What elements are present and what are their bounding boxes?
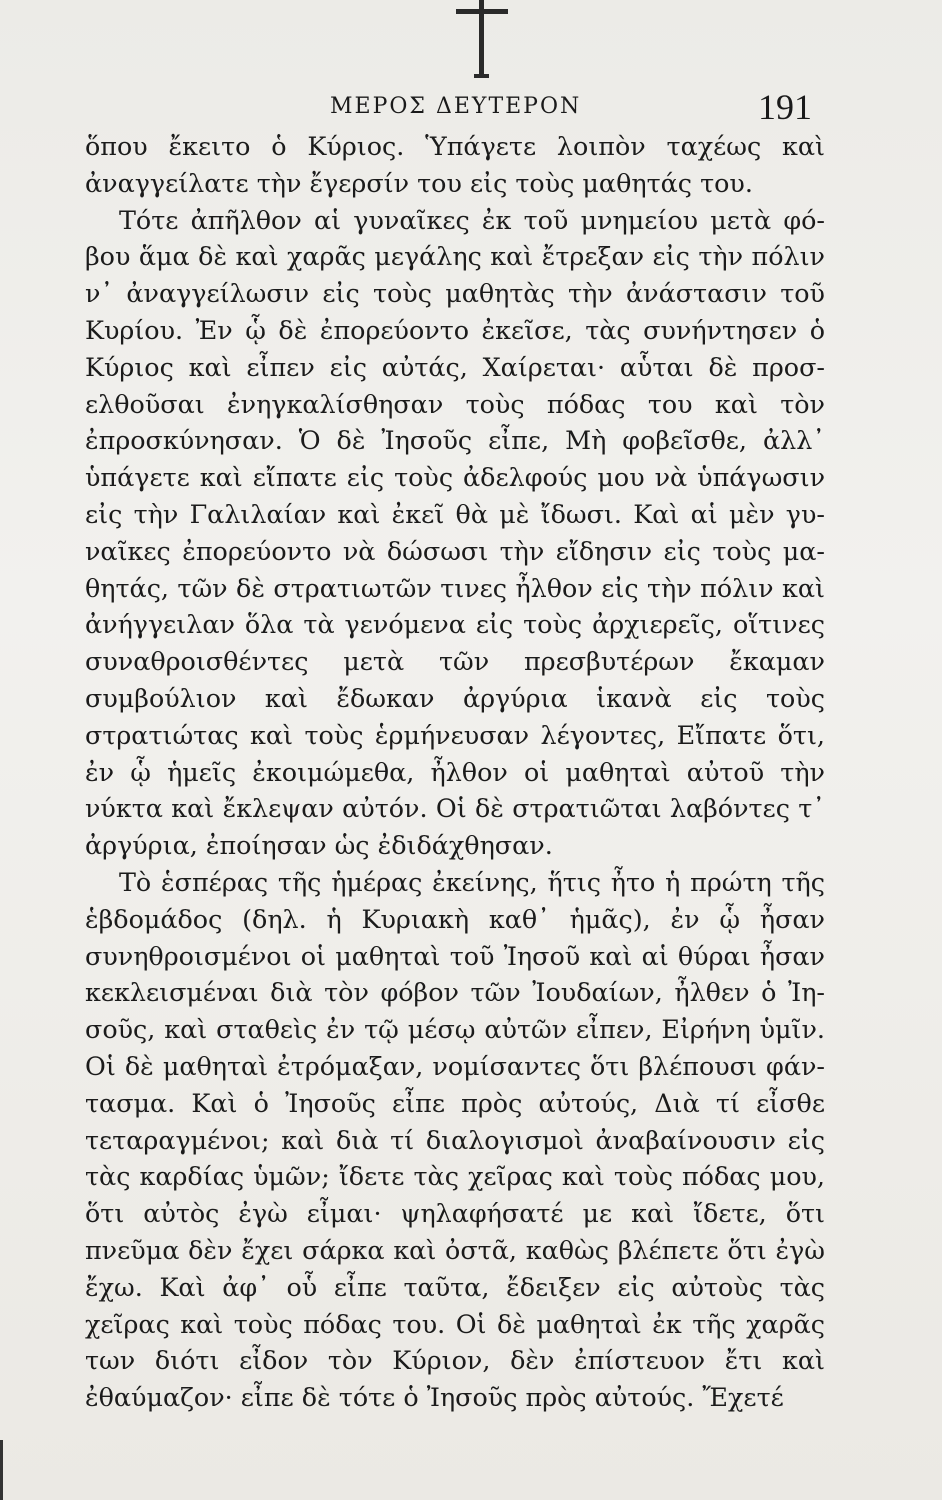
paragraph: Τότε ἀπῆλθον αἱ γυναῖκες ἐκ τοῦ μνημείου μετὰ φόβου ἅμα δὲ καὶ χαρᾶς μεγάλης καὶ ἔτρεξαν εἰς τὴν πόλιν ν᾽ ἀναγγείλωσιν εἰς τοὺς μαθητὰς τὴν ἀνάστασιν τοῦ Κυρίου. Ἐν ᾧ δὲ ἐπορεύοντο ἐκεῖσε, τὰς συνήντησεν ὁ Κύριος καὶ εἶπεν εἰς αὐτάς, Χαίρεται· αὗται δὲ προσελθοῦσαι ἐνηγκαλίσθησαν τοὺς πόδας του καὶ τὸν ἐπροσκύνησαν. Ὁ δὲ Ἰησοῦς εἶπε, Μὴ φοβεῖσθε, ἀλλ᾽ ὑπάγετε καὶ εἴπατε εἰς τοὺς ἀδελφούς μου νὰ ὑπάγωσιν εἰς τὴν Γαλιλαίαν καὶ ἐκεῖ θὰ μὲ ἴδωσι. Καὶ αἱ μὲν γυναῖκες ἐπορεύοντο νὰ δώσωσι τὴν εἴδησιν εἰς τοὺς μαθητάς, τῶν δὲ στρατιωτῶν τινες ἦλθον εἰς τὴν πόλιν καὶ ἀνήγγειλαν ὅλα τὰ γενόμενα εἰς τοὺς ἀρχιερεῖς, οἵτινες συναθροισθέντες μετὰ τῶν πρεσβυτέρων ἔκαμαν συμβούλιον καὶ ἔδωκαν ἀργύρια ἱκανὰ εἰς τοὺς στρατιώτας καὶ τοὺς ἑρμήνευσαν λέγοντες, Εἴπατε ὅτι, ἐν ᾧ ἡμεῖς ἐκοιμώμεθα, ἦλθον οἱ μαθηταὶ αὐτοῦ τὴν νύκτα καὶ ἔκλεψαν αὐτόν. Οἱ δὲ στρατιῶται λαβόντες τ᾽ ἀργύρια, ἐποίησαν ὡς ἐδιδάχθησαν.	[85, 204, 825, 861]
page-number: 191	[758, 87, 812, 127]
paragraph: ὅπου ἔκειτο ὁ Κύριος. Ὑπάγετε λοιπὸν ταχέως καὶ ἀναγγείλατε τὴν ἔγερσίν του εἰς τοὺς μαθητάς του.	[85, 131, 825, 198]
running-title: ΜΕΡΟΣ ΔΕΥΤΕΡΟΝ	[330, 94, 582, 119]
paragraph: Τὸ ἑσπέρας τῆς ἡμέρας ἐκείνης, ἥτις ἦτο ἡ πρώτη τῆς ἑβδομάδος (δηλ. ἡ Κυριακὴ καθ᾽ ἡμᾶς), ἐν ᾧ ἦσαν συνηθροισμένοι οἱ μαθηταὶ τοῦ Ἰησοῦ καὶ αἱ θύραι ἦσαν κεκλεισμέναι διὰ τὸν φόβον τῶν Ἰουδαίων, ἦλθεν ὁ Ἰησοῦς, καὶ σταθεὶς ἐν τῷ μέσῳ αὐτῶν εἶπεν, Εἰρήνη ὑμῖν. Οἱ δὲ μαθηταὶ ἐτρόμαξαν, νομίσαντες ὅτι βλέπουσι φάντασμα. Καὶ ὁ Ἰησοῦς εἶπε πρὸς αὐτούς, Διὰ τί εἶσθε τεταραγμένοι; καὶ διὰ τί διαλογισμοὶ ἀναβαίνουσιν εἰς τὰς καρδίας ὑμῶν; ἴδετε τὰς χεῖρας καὶ τοὺς πόδας μου, ὅτι αὐτὸς ἐγὼ εἶμαι· ψηλαφήσατέ με καὶ ἴδετε, ὅτι πνεῦμα δὲν ἔχει σάρκα καὶ ὀστᾶ, καθὼς βλέπετε ὅτι ἐγὼ ἔχω. Καὶ ἀφ᾽ οὗ εἶπε ταῦτα, ἔδειξεν εἰς αὐτοὺς τὰς χεῖρας καὶ τοὺς πόδας του. Οἱ δὲ μαθηταὶ ἐκ τῆς χαρᾶς των διότι εἶδον τὸν Κύριον, δὲν ἐπίστευον ἔτι καὶ ἐθαύμαζον· εἶπε δὲ τότε ὁ Ἰησοῦς πρὸς αὐτούς. Ἔχετέ	[85, 866, 825, 1413]
cross-ornament-icon	[452, 0, 512, 82]
page-edge-mark	[0, 1440, 3, 1500]
page-header	[0, 88, 942, 128]
body-text	[85, 128, 825, 1416]
